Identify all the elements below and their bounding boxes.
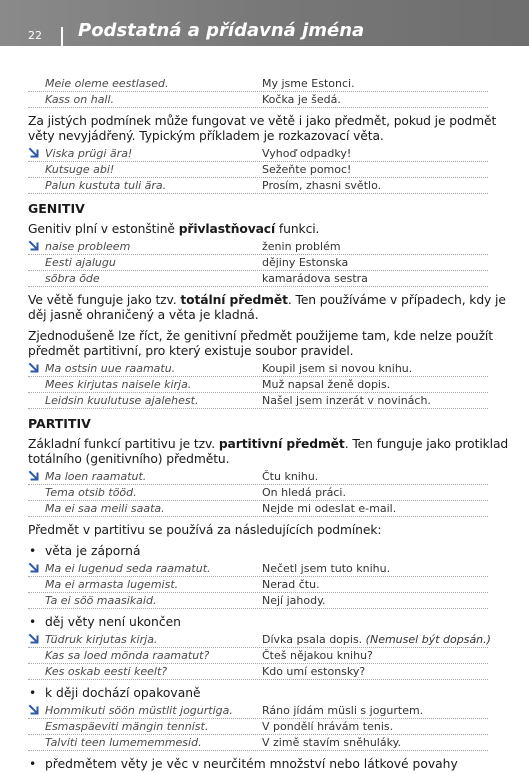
chapter-title: Podstatná a přídavná jména: [78, 20, 365, 41]
estonian-sentence: Leidsin kuulutuse ajalehest.: [45, 394, 199, 407]
estonian-sentence: naise probleem: [45, 240, 131, 253]
czech-text: Nejde mi odeslat e-mail.: [262, 502, 397, 515]
paragraph: [28, 222, 488, 237]
czech-text: Muž napsal ženě dopis.: [262, 378, 391, 391]
paragraph-line: [28, 452, 488, 467]
example-row: [28, 593, 488, 609]
example-list: [28, 561, 488, 609]
estonian-sentence: Mees kirjutas naisele kirja.: [45, 378, 192, 391]
paragraph-line: [28, 293, 506, 308]
czech-translation: [262, 502, 396, 515]
example-row: [28, 719, 488, 735]
czech-translation: [262, 704, 423, 717]
example-row: [28, 393, 488, 409]
czech-text: Ráno jídám müsli s jogurtem.: [262, 704, 424, 717]
czech-translation: [262, 362, 412, 375]
czech-translation: [262, 720, 393, 733]
czech-text: Dívka psala dopis.: [262, 633, 363, 646]
czech-translation: [262, 272, 368, 285]
czech-translation: [262, 77, 355, 90]
example-list: [28, 632, 491, 680]
czech-translation: [262, 578, 320, 591]
text-run: Za jistých podmínek může fungovat ve větě i jako předmět, pokud je podmět: [28, 114, 497, 128]
arrow-down-right-icon: [28, 240, 40, 252]
czech-translation: [262, 665, 365, 678]
estonian-sentence: Viska prügi ära!: [45, 147, 133, 160]
example-list: [28, 469, 488, 517]
example-list: [28, 361, 488, 409]
czech-translation: [262, 470, 318, 483]
estonian-sentence: Ma ei lugenud seda raamatut.: [45, 562, 211, 575]
text-run: Zjednodušeně lze říct, že genitivní předmět použijeme tam, kde nelze použít: [28, 329, 493, 343]
bullet-item: [28, 686, 488, 701]
example-row: [28, 501, 488, 517]
estonian-sentence: Kass on hall.: [45, 93, 115, 106]
estonian-sentence: Ma ei saa meili saata.: [45, 502, 165, 515]
example-row: [28, 485, 488, 501]
text-run: předmět partitivní, pro který existuje soubor pravidel.: [28, 344, 354, 358]
czech-text: On hledá práci.: [262, 486, 346, 499]
paragraph: [28, 329, 493, 359]
key-term: přivlastňovací: [178, 222, 276, 236]
bullet-icon: •: [29, 686, 37, 700]
czech-text: kamarádova sestra: [262, 272, 368, 285]
czech-text: Nečetl jsem tuto knihu.: [262, 562, 391, 575]
page-number: 22: [28, 29, 42, 42]
czech-text: My jsme Estonci.: [262, 77, 355, 90]
example-row: [28, 162, 488, 178]
paragraph-line: [28, 114, 497, 129]
paragraph: [28, 523, 488, 538]
estonian-sentence: Palun kustuta tuli ära.: [45, 179, 167, 192]
example-list: [28, 703, 488, 751]
text-run: funkci.: [275, 222, 320, 236]
example-row: [28, 76, 488, 92]
czech-text: Nerad čtu.: [262, 578, 320, 591]
czech-translation: [262, 240, 341, 253]
estonian-sentence: Kas sa loed mõnda raamatut?: [45, 649, 210, 662]
paragraph: [28, 437, 509, 467]
bullet-icon: •: [29, 757, 37, 771]
example-row: [28, 703, 488, 719]
estonian-sentence: Hommikuti söön müstlit jogurtiga.: [45, 704, 233, 717]
estonian-sentence: Ta ei söö maasikaid.: [45, 594, 157, 607]
text-run: věty nevyjádřený. Typickým příkladem je rozkazovací věta.: [28, 129, 384, 143]
paragraph-line: [28, 222, 488, 237]
czech-translation: [262, 93, 341, 106]
arrow-down-right-icon: [28, 470, 40, 482]
example-row: [28, 239, 488, 255]
paragraph-line: [28, 344, 488, 359]
czech-text: V pondělí hrávám tenis.: [262, 720, 394, 733]
text-run: Ve větě funguje jako tzv.: [28, 293, 181, 307]
czech-translation: [262, 486, 346, 499]
example-row: [28, 664, 488, 680]
czech-translation: [262, 378, 390, 391]
paragraph-line: [28, 437, 509, 452]
bullet-icon: •: [29, 544, 37, 558]
estonian-sentence: Tüdruk kirjutas kirja.: [45, 633, 158, 646]
example-row: [28, 377, 488, 393]
bullet-text: děj věty není ukončen: [45, 615, 181, 629]
bullet-text: věta je záporná: [45, 544, 141, 558]
example-row: [28, 561, 488, 577]
estonian-sentence: Ma loen raamatut.: [45, 470, 147, 483]
estonian-sentence: Esmaspäeviti mängin tennist.: [45, 720, 209, 733]
section-heading: GENITIV: [28, 201, 85, 216]
czech-text: V zimě stavím sněhuláky.: [262, 736, 402, 749]
bullet-text: předmětem věty je věc v neurčitém množství nebo látkové povahy: [45, 757, 458, 771]
example-row: [28, 146, 488, 162]
example-row: [28, 648, 488, 664]
text-run: . Ten používáme v případech, kdy je: [287, 293, 506, 307]
translation-note: (Nemusel být dopsán.): [362, 633, 491, 646]
estonian-sentence: Ma ei armasta lugemist.: [45, 578, 179, 591]
page-header: [0, 0, 529, 46]
arrow-down-right-icon: [28, 562, 40, 574]
arrow-down-right-icon: [28, 704, 40, 716]
estonian-sentence: Kes oskab eesti keelt?: [45, 665, 168, 678]
czech-text: Čtu knihu.: [262, 470, 319, 483]
bullet-item: [28, 544, 488, 559]
text-run: totálního (genitivního) předmětu.: [28, 452, 230, 466]
czech-translation: [262, 147, 351, 160]
czech-translation: [262, 562, 390, 575]
example-row: [28, 92, 488, 108]
estonian-sentence: Kutsuge abi!: [45, 163, 115, 176]
example-row: [28, 735, 488, 751]
header-divider: [61, 27, 63, 46]
paragraph-line: [28, 129, 488, 144]
estonian-sentence: Ma ostsin uue raamatu.: [45, 362, 176, 375]
czech-text: ženin problém: [262, 240, 341, 253]
example-row: [28, 632, 491, 648]
czech-text: Čteš nějakou knihu?: [262, 649, 373, 662]
czech-text: Prosím, zhasni světlo.: [262, 179, 382, 192]
example-row: [28, 577, 488, 593]
czech-text: Koupil jsem si novou knihu.: [262, 362, 413, 375]
example-row: [28, 178, 488, 194]
paragraph-line: [28, 308, 488, 323]
czech-translation: [262, 256, 348, 269]
czech-translation: [262, 633, 491, 646]
paragraph-line: [28, 329, 493, 344]
bullet-text: k ději dochází opakovaně: [45, 686, 201, 700]
key-term: totální předmět: [180, 293, 288, 307]
estonian-sentence: Talviti teen lumememmesid.: [45, 736, 202, 749]
czech-text: dějiny Estonska: [262, 256, 349, 269]
czech-translation: [262, 394, 431, 407]
paragraph: [28, 114, 497, 144]
estonian-sentence: Meie oleme eestlased.: [45, 77, 169, 90]
estonian-sentence: sõbra õde: [45, 272, 100, 285]
example-row: [28, 255, 488, 271]
example-row: [28, 469, 488, 485]
bullet-item: [28, 757, 488, 772]
text-run: Základní funkcí partitivu je tzv.: [28, 437, 219, 451]
arrow-down-right-icon: [28, 147, 40, 159]
czech-text: Sežeňte pomoc!: [262, 163, 352, 176]
paragraph: [28, 293, 506, 323]
czech-translation: [262, 179, 381, 192]
example-list: [28, 146, 488, 194]
key-term: partitivní předmět: [218, 437, 345, 451]
example-row: [28, 271, 488, 287]
text-run: Genitiv plní v estonštině: [28, 222, 179, 236]
bullet-icon: •: [29, 615, 37, 629]
paragraph-line: [28, 523, 488, 538]
text-run: . Ten funguje jako protiklad: [344, 437, 509, 451]
bullet-item: [28, 615, 488, 630]
czech-text: Kdo umí estonsky?: [262, 665, 366, 678]
page-content: [28, 76, 509, 774]
czech-translation: [262, 163, 351, 176]
czech-text: Nejí jahody.: [262, 594, 326, 607]
example-list: [28, 239, 488, 287]
section-heading: PARTITIV: [28, 416, 91, 431]
czech-text: Vyhoď odpadky!: [262, 147, 352, 160]
text-run: Předmět v partitivu se používá za následujících podmínek:: [28, 523, 382, 537]
czech-translation: [262, 594, 326, 607]
arrow-down-right-icon: [28, 362, 40, 374]
arrow-down-right-icon: [28, 633, 40, 645]
example-row: [28, 361, 488, 377]
czech-translation: [262, 736, 401, 749]
czech-translation: [262, 649, 373, 662]
czech-text: Našel jsem inzerát v novinách.: [262, 394, 431, 407]
czech-text: Kočka je šedá.: [262, 93, 341, 106]
text-run: děj jasně ohraničený a věta je kladná.: [28, 308, 259, 322]
estonian-sentence: Tema otsib tööd.: [45, 486, 137, 499]
example-list: [28, 76, 488, 108]
estonian-sentence: Eesti ajalugu: [45, 256, 116, 269]
